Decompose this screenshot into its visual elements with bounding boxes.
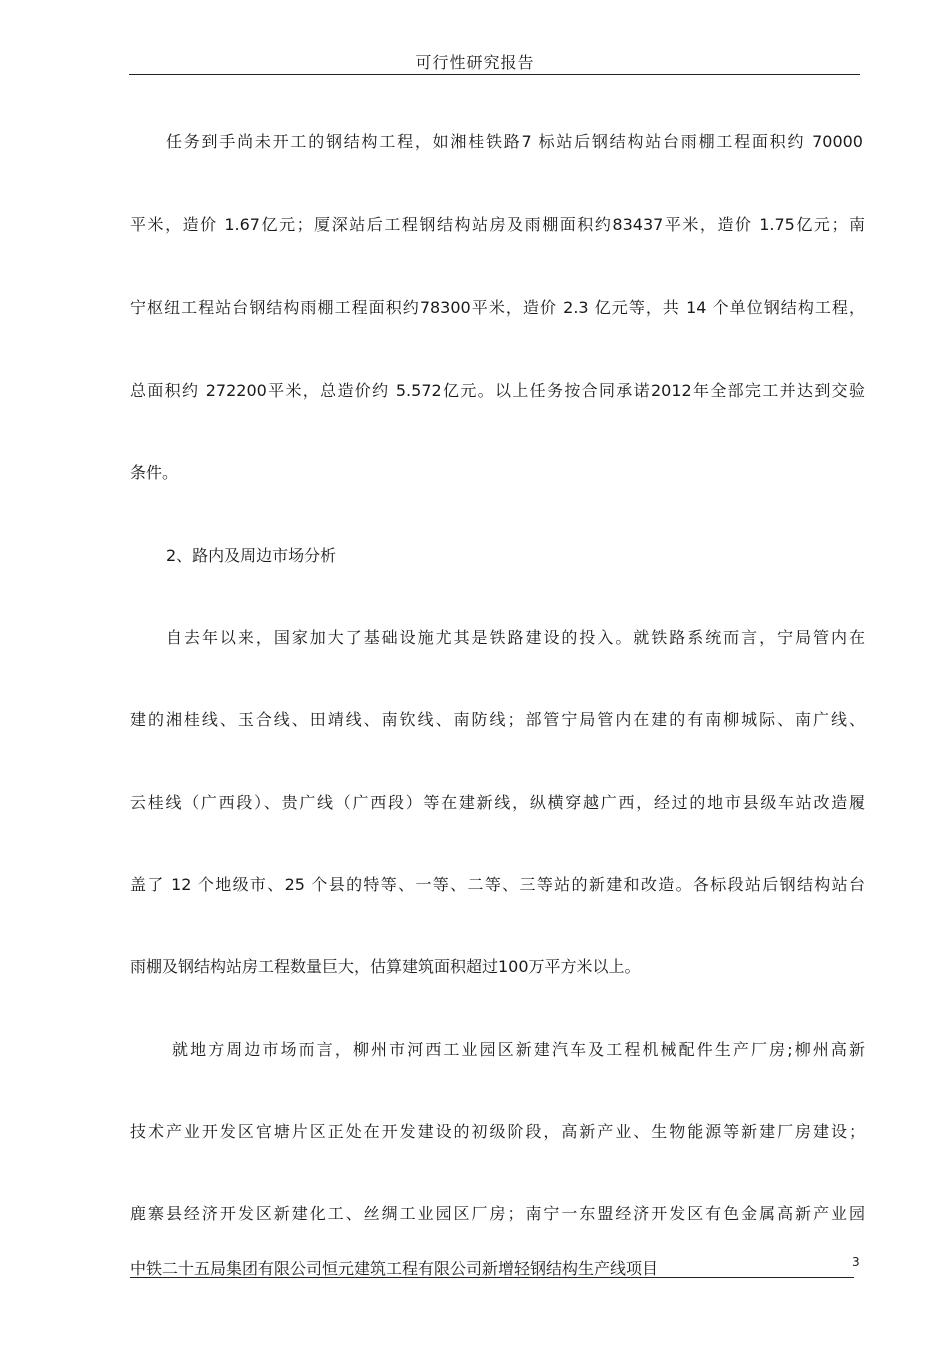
footer-rule [130, 1277, 854, 1278]
paragraph-line: 自去年以来，国家加大了基础设施尤其是铁路建设的投入。就铁路系统而言，宁局管内在 [166, 628, 865, 647]
paragraph-line: 平米，造价 1.67亿元；厦深站后工程钢结构站房及雨棚面积约83437平米，造价 1.75亿元；南 [130, 215, 865, 234]
page-number: 3 [852, 1255, 860, 1269]
paragraph-line: 盖了 12 个地级市、25 个县的特等、一等、二等、三等站的新建和改造。各标段站后钢结构站台 [130, 875, 865, 894]
paragraph-line: 宁枢纽工程站台钢结构雨棚工程面积约78300平米，造价 2.3 亿元等，共 14 个单位钢结构工程， [130, 298, 865, 317]
paragraph-line: 条件。 [130, 463, 179, 482]
section-heading: 2、路内及周边市场分析 [166, 546, 337, 565]
header-rule [129, 74, 860, 75]
paragraph-line: 建的湘桂线、玉合线、田靖线、南钦线、南防线；部管宁局管内在建的有南柳城际、南广线、 [130, 710, 865, 729]
paragraph-line: 技术产业开发区官塘片区正处在开发建设的初级阶段，高新产业、生物能源等新建厂房建设； [130, 1122, 865, 1141]
paragraph-line: 任务到手尚未开工的钢结构工程，如湘桂铁路7 标站后钢结构站台雨棚工程面积约 70000 [166, 132, 863, 151]
paragraph-line: 就地方周边市场而言，柳州市河西工业园区新建汽车及工程机械配件生产厂房;柳州高新 [172, 1040, 865, 1059]
paragraph-line: 云桂线（广西段）、贵广线（广西段）等在建新线，纵横穿越广西，经过的地市县级车站改造履 [130, 793, 865, 812]
paragraph-line: 总面积约 272200平米，总造价约 5.572亿元。以上任务按合同承诺2012年全部完工并达到交验 [130, 381, 865, 400]
footer-title: 中铁二十五局集团有限公司恒元建筑工程有限公司新增轻钢结构生产线项目 [130, 1259, 659, 1278]
page-header-title: 可行性研究报告 [415, 53, 535, 72]
paragraph-line: 鹿寨县经济开发区新建化工、丝绸工业园区厂房；南宁一东盟经济开发区有色金属高新产业园 [130, 1204, 865, 1223]
paragraph-line: 雨棚及钢结构站房工程数量巨大，估算建筑面积超过100万平方米以上。 [130, 957, 641, 976]
